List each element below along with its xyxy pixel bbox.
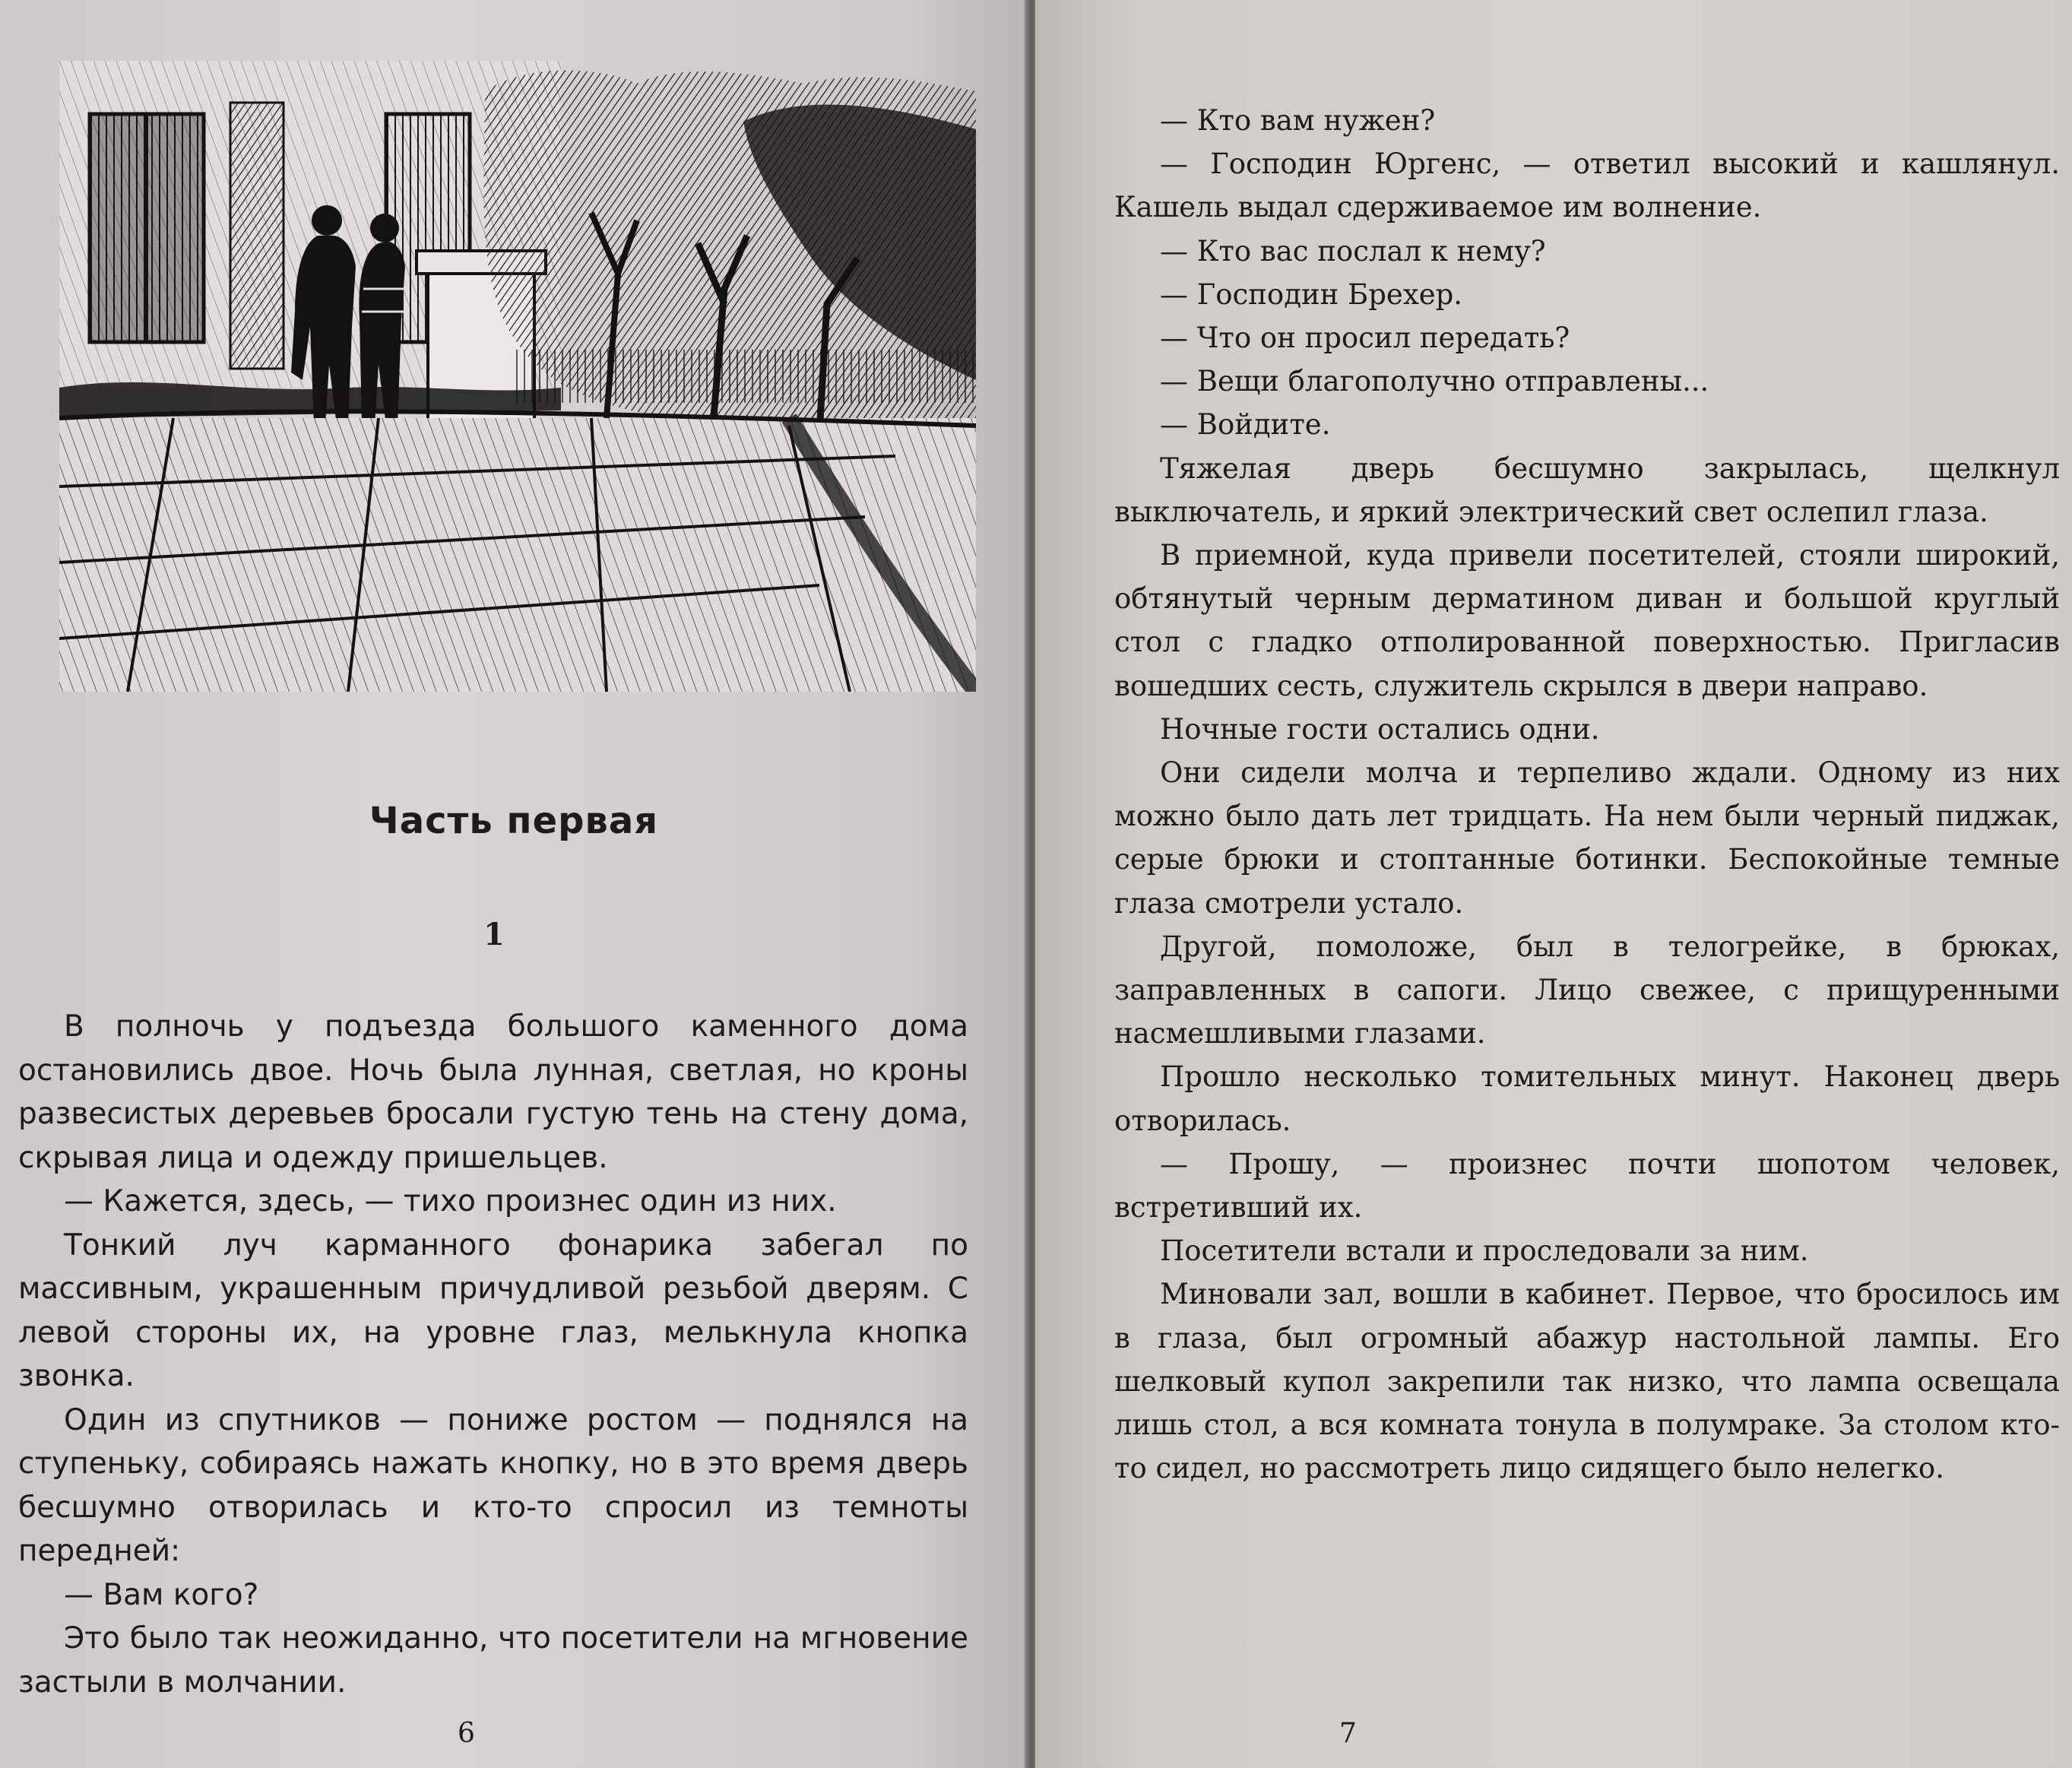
paragraph: — Кто вас послал к нему? <box>1160 234 1546 268</box>
paragraph: — Войдите. <box>1160 408 1331 442</box>
paragraph: Прошло несколько томительных минут. Наконец дверь отворилась. <box>1114 1060 2060 1137</box>
part-title: Часть первая <box>369 800 659 842</box>
page-number: 7 <box>1339 1718 1357 1749</box>
paragraph: Посетители встали и проследовали за ним. <box>1160 1234 1809 1268</box>
paragraph: — Кажется, здесь, — тихо произнес один из них. <box>64 1184 837 1218</box>
left-page <box>0 0 1028 1768</box>
paragraph: Миновали зал, вошли в кабинет. Первое, что бросилось им в глаза, был огромный абажур настольной лампы. Его шелковый купол закрепили так низко, что лампа освещала лишь стол, а вся комната тонула в полумраке. За столом кто-то сидел, но рассмотреть лицо сидящего было нелегко. <box>1114 1278 2060 1485</box>
paragraph: Они сидели молча и терпеливо ждали. Одному из них можно было дать лет тридцать. На нем были черный пиджак, серые брюки и стоптанные ботинки. Беспокойные темные глаза смотрели устало. <box>1114 756 2060 920</box>
paragraph: — Кто вам нужен? <box>1160 104 1436 137</box>
paragraph: В приемной, куда привели посетителей, стояли широкий, обтянутый черным дерматином диван и большой круглый стол с гладко отполированной поверхностью. Пригласив вошедших сесть, служитель скрылся в двери направо. <box>1114 539 2060 702</box>
right-page-text <box>1114 99 2060 1491</box>
paragraph: — Вам кого? <box>64 1577 259 1612</box>
paragraph: — Прошу, — произнес почти шопотом человек, встретивший их. <box>1114 1147 2060 1225</box>
paragraph: Это было так неожиданно, что посетители на мгновение застыли в молчании. <box>18 1621 968 1700</box>
paragraph: Тонкий луч карманного фонарика забегал по массивным, украшенным причудливой резьбой дверям. С левой стороны их, на уровне глаз, мелькнула кнопка звонка. <box>18 1228 968 1393</box>
chapter-number: 1 <box>483 917 505 952</box>
paragraph: Ночные гости остались одни. <box>1160 712 1600 746</box>
paragraph: — Что он просил передать? <box>1160 322 1570 355</box>
paragraph: — Господин Брехер. <box>1160 277 1463 311</box>
paragraph: — Вещи благополучно отправлены... <box>1160 365 1709 398</box>
page-number: 6 <box>458 1718 475 1749</box>
paragraph: Один из спутников — пониже ростом — поднялся на ступеньку, собираясь нажать кнопку, но в это время дверь бесшумно отворилась и кто-то спросил из темноты передней: <box>18 1402 968 1568</box>
left-page-text <box>18 1005 968 1704</box>
paragraph: В полночь у подъезда большого каменного дома остановились двое. Ночь была лунная, светлая, но кроны развесистых деревьев бросали густую тень на стену дома, скрывая лица и одежду пришельцев. <box>18 1009 968 1175</box>
right-page <box>1035 0 2072 1768</box>
paragraph: Тяжелая дверь бесшумно закрылась, щелкнул выключатель, и яркий электрический свет ослепил глаза. <box>1114 452 2060 528</box>
paragraph: — Господин Юргенс, — ответил высокий и кашлянул. Кашель выдал сдерживаемое им волнение. <box>1114 147 2060 224</box>
paragraph: Другой, помоложе, был в телогрейке, в брюках, заправленных в сапоги. Лицо свежее, с прищуренными насмешливыми глазами. <box>1114 930 2060 1050</box>
courtyard-illustration <box>59 61 976 692</box>
